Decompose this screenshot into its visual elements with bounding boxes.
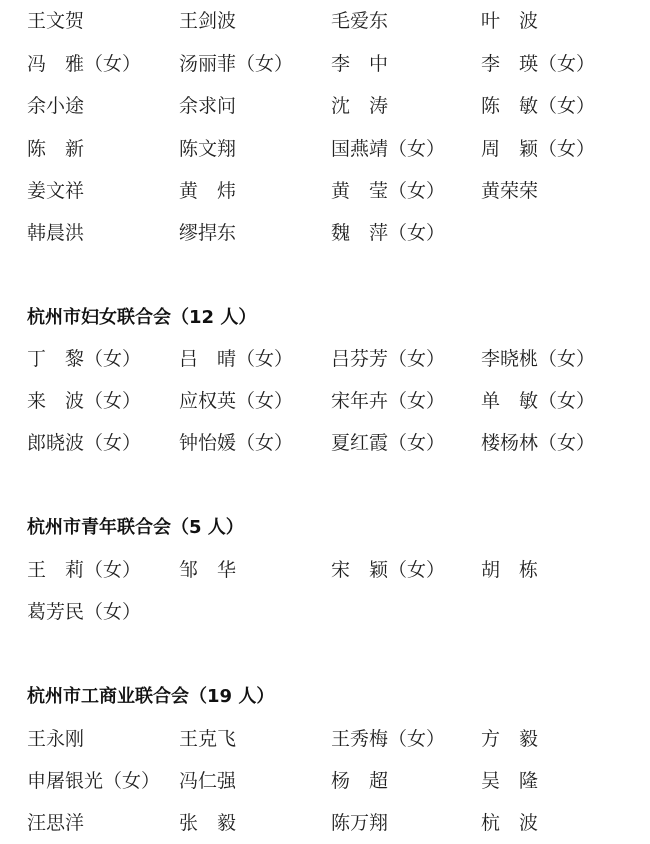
name-entry: 国燕靖（女） (331, 138, 446, 160)
name-entry: 缪捍东 (179, 222, 237, 244)
name-row (27, 428, 637, 458)
name-entry: 李晓桃（女） (481, 348, 596, 370)
name-entry: 王秀梅（女） (331, 728, 446, 750)
name-entry: 黄 炜 (179, 180, 237, 202)
name-entry: 钟怡媛（女） (179, 432, 294, 454)
name-row (27, 555, 637, 585)
name-entry: 胡 栋 (481, 559, 539, 581)
section-heading-commerce: 杭州市工商业联合会（19 人） (27, 686, 275, 707)
name-entry: 冯仁强 (179, 770, 237, 792)
name-entry: 杨 超 (331, 770, 389, 792)
name-entry: 申屠银光（女） (27, 770, 161, 792)
name-entry: 单 敏（女） (481, 390, 596, 412)
name-entry: 吕 晴（女） (179, 348, 294, 370)
name-entry: 陈万翔 (331, 812, 389, 834)
name-row (27, 134, 637, 164)
name-entry: 沈 涛 (331, 95, 389, 117)
name-row (27, 6, 637, 36)
name-entry: 黄荣荣 (481, 180, 539, 202)
name-entry: 姜文祥 (27, 180, 85, 202)
name-entry: 汤丽菲（女） (179, 53, 294, 75)
name-entry: 吕芬芳（女） (331, 348, 446, 370)
name-entry: 葛芳民（女） (27, 601, 142, 623)
name-entry: 王剑波 (179, 10, 237, 32)
name-row (27, 49, 637, 79)
name-entry: 陈 新 (27, 138, 85, 160)
name-entry: 李 瑛（女） (481, 53, 596, 75)
name-entry: 方 毅 (481, 728, 539, 750)
name-entry: 楼杨林（女） (481, 432, 596, 454)
name-entry: 王 莉（女） (27, 559, 142, 581)
name-entry: 王永刚 (27, 728, 85, 750)
name-entry: 李 中 (331, 53, 389, 75)
name-entry: 郎晓波（女） (27, 432, 142, 454)
section-heading-women: 杭州市妇女联合会（12 人） (27, 307, 257, 328)
name-entry: 陈文翔 (179, 138, 237, 160)
name-entry: 杭 波 (481, 812, 539, 834)
name-entry: 吴 隆 (481, 770, 539, 792)
name-entry: 王克飞 (179, 728, 237, 750)
name-row (27, 344, 637, 374)
name-entry: 叶 波 (481, 10, 539, 32)
name-row (27, 724, 637, 754)
name-row (27, 176, 637, 206)
name-entry: 宋 颖（女） (331, 559, 446, 581)
name-entry: 黄 莹（女） (331, 180, 446, 202)
name-entry: 来 波（女） (27, 390, 142, 412)
name-row (27, 597, 637, 627)
name-entry: 应权英（女） (179, 390, 294, 412)
name-entry: 王文贺 (27, 10, 85, 32)
section-heading-youth: 杭州市青年联合会（5 人） (27, 517, 244, 538)
name-row (27, 91, 637, 121)
name-entry: 余求问 (179, 95, 237, 117)
name-entry: 宋年卉（女） (331, 390, 446, 412)
name-entry: 冯 雅（女） (27, 53, 142, 75)
name-entry: 魏 萍（女） (331, 222, 446, 244)
name-entry: 周 颖（女） (481, 138, 596, 160)
name-entry: 邹 华 (179, 559, 237, 581)
name-entry: 毛爱东 (331, 10, 389, 32)
name-entry: 韩晨洪 (27, 222, 85, 244)
name-row (27, 808, 637, 838)
name-entry: 汪思洋 (27, 812, 85, 834)
name-entry: 张 毅 (179, 812, 237, 834)
name-entry: 余小途 (27, 95, 85, 117)
name-row (27, 386, 637, 416)
name-entry: 夏红霞（女） (331, 432, 446, 454)
name-entry: 陈 敏（女） (481, 95, 596, 117)
name-row (27, 766, 637, 796)
name-row (27, 218, 637, 248)
name-entry: 丁 黎（女） (27, 348, 142, 370)
